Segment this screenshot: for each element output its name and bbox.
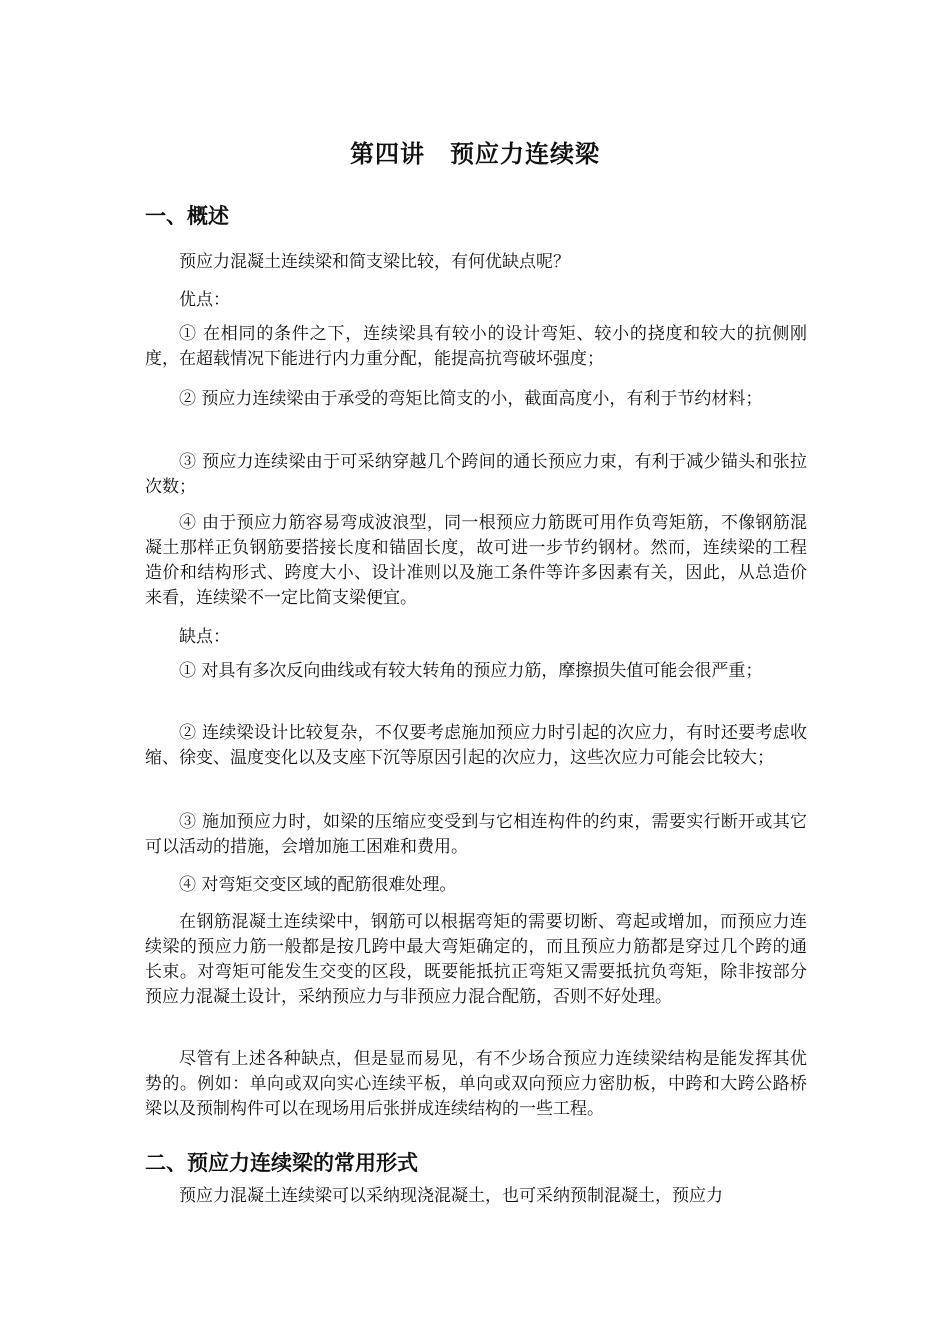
section-heading-common-forms: 二、预应力连续梁的常用形式: [145, 1151, 418, 1175]
disadvantages-label: 缺点：: [179, 627, 230, 647]
advantage-item-1: ① 在相同的条件之下，连续梁具有较小的设计弯矩、较小的挠度和较大的抗侧刚度，在超载情况下能进行内力重分配，能提高抗弯破坏强度；: [145, 324, 807, 369]
rebar-paragraph: 在钢筋混凝土连续梁中，钢筋可以根据弯矩的需要切断、弯起或增加，而预应力连续梁的预应力筋一般都是按几跨中最大弯矩确定的，而且预应力筋都是穿过几个跨的通长束。对弯矩可能发生交变的区段，既要能抵抗正弯矩又需要抵抗负弯矩，除非按部分预应力混凝土设计，采纳预应力与非预应力混合配筋，否则不好处理。: [145, 912, 807, 1007]
disadvantage-item-1: ① 对具有多次反向曲线或有较大转角的预应力筋，摩擦损失值可能会很严重；: [179, 661, 763, 681]
advantage-item-3: ③ 预应力连续梁由于可采纳穿越几个跨间的通长预应力束，有利于减少锚头和张拉次数；: [145, 452, 807, 497]
disadvantage-item-2: ② 连续梁设计比较复杂，不仅要考虑施加预应力时引起的次应力，有时还要考虑收缩、徐变、温度变化以及支座下沉等原因引起的次应力，这些次应力可能会比较大；: [145, 723, 807, 768]
disadvantage-item-4: ④ 对弯矩交变区域的配筋很难处理。: [179, 875, 457, 895]
section-heading-overview: 一、概述: [145, 204, 229, 228]
disadvantage-item-3: ③ 施加预应力时，如梁的压缩应变受到与它相连构件的约束，需要实行断开或其它可以活动的措施，会增加施工困难和费用。: [145, 812, 807, 857]
conclusion-paragraph: 尽管有上述各种缺点，但是显而易见，有不少场合预应力连续梁结构是能发挥其优势的。例如：单向或双向实心连续平板，单向或双向预应力密肋板，中跨和大跨公路桥梁以及预制构件可以在现场用后张拼成连续结构的一些工程。: [145, 1049, 807, 1119]
advantages-label: 优点：: [179, 290, 230, 310]
common-forms-paragraph: 预应力混凝土连续梁可以采纳现浇混凝土，也可采纳预制混凝土，预应力: [179, 1186, 723, 1206]
page-title: 第四讲 预应力连续梁: [350, 140, 600, 168]
intro-paragraph: 预应力混凝土连续梁和简支梁比较，有何优缺点呢？: [179, 252, 570, 272]
advantage-item-4: ④ 由于预应力筋容易弯成波浪型，同一根预应力筋既可用作负弯矩筋，不像钢筋混凝土那样正负钢筋要搭接长度和锚固长度，故可进一步节约钢材。然而，连续梁的工程造价和结构形式、跨度大小、设计准则以及施工条件等许多因素有关，因此，从总造价来看，连续梁不一定比简支梁便宜。: [145, 513, 807, 608]
advantage-item-2: ② 预应力连续梁由于承受的弯矩比简支的小，截面高度小，有利于节约材料；: [179, 389, 763, 409]
